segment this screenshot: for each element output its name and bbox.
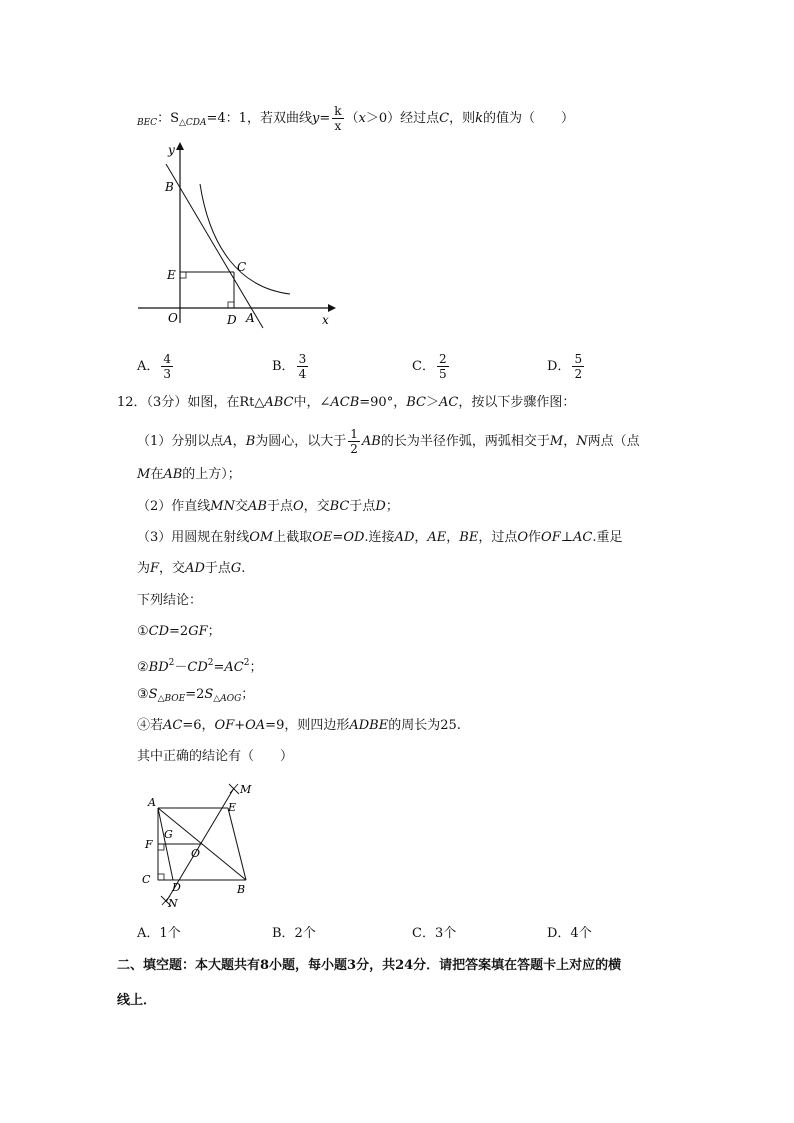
q12-conclusion-1: ①CD=2GF； [137, 624, 221, 639]
q12-option-c[interactable]: C．3个 [412, 926, 457, 941]
section2-heading-line2: 线上． [117, 993, 157, 1008]
q12-label-f: F [145, 838, 153, 851]
q11-stem-line: $_{BEC}$：$S_{\triangle CDA}=4$：1，若双曲线y= $\frac{k}{x}$ （x＞0）经过点C，则k的值为（ ） [137, 104, 575, 133]
q11-label-c: C [237, 260, 247, 274]
q11-label-b: B [165, 180, 174, 194]
q12-label-b: B [237, 883, 246, 896]
q12-conclusion-2: $②BD^2-CD^2=AC^2$； [137, 658, 263, 675]
q12-option-a[interactable]: A．1个 [137, 926, 181, 941]
q12-step3: （3）用圆规在射线OM上截取OE=OD.连接AD，AE，BE，过点O作OF⊥AC.重足 [137, 530, 623, 545]
q12-step2: （2）作直线MN交AB于点O，交BC于点D； [137, 499, 399, 514]
q12-right-angle-f [158, 844, 164, 850]
q11-y-arrow [176, 142, 184, 150]
q11-label-d: D [227, 313, 237, 327]
q12-seg-eb [228, 808, 246, 880]
q11-right-angle-d [228, 302, 234, 308]
q11-k-over-x: $\frac{k}{x}$ [334, 104, 342, 133]
q11-label-e: E [167, 268, 176, 282]
q12-stem: 12．（3分）如图，在Rt△ABC中，∠ACB=90°，BC＞AC，按以下步骤作图： [117, 395, 576, 410]
q11-option-c[interactable]: C． $\frac{2}{5}$ [412, 352, 447, 381]
q11-hyperbola [200, 184, 290, 294]
q12-step1: （1）分别以点A，B为圆心，以大于 $\frac{1}{2}$ AB的长为半径作弧，两弧相交于M，N两点（点 [137, 427, 640, 456]
q11-label-o: O [168, 311, 178, 325]
q12-label-a: A [148, 796, 156, 809]
q12-label-m: M [240, 783, 252, 796]
section2-heading-line1: 二、填空题：本大题共有8小题，每小题3分，共24分．请把答案填在答题卡上对应的横 [117, 958, 622, 973]
q11-option-d[interactable]: D． $\frac{5}{2}$ [547, 352, 583, 381]
q12-label-c: C [142, 873, 151, 886]
q12-label-g: G [164, 828, 173, 841]
q12-conclusion-4: ④若AC=6，OF+OA=9，则四边形ADBE的周长为25. [137, 718, 461, 733]
q12-question: 其中正确的结论有（ ） [137, 749, 294, 764]
q11-label-y: y [168, 143, 175, 157]
q12-label-n: N [168, 897, 178, 910]
q12-figure [136, 780, 266, 915]
q11-label-x: x [322, 313, 329, 327]
q11-label-a: A [246, 311, 255, 325]
q12-option-d[interactable]: D．4个 [547, 926, 592, 941]
q11-option-a[interactable]: A． $\frac{4}{3}$ [137, 352, 172, 381]
q12-half-fraction: $\frac{1}{2}$ [350, 427, 358, 456]
q12-label-o: O [191, 847, 201, 860]
q11-x-arrow [328, 304, 336, 312]
q12-step1-line2: M在AB的上方）； [137, 467, 241, 482]
q11-right-angle-e [180, 272, 186, 278]
q12-step3-line2: 为F，交AD于点G. [137, 561, 246, 576]
q12-option-b[interactable]: B．2个 [272, 926, 316, 941]
q12-label-e: E [228, 801, 237, 814]
q12-right-angle-c [158, 874, 164, 880]
q12-conclusions-title: 下列结论： [137, 593, 203, 608]
q11-prefix: BEC [137, 118, 158, 128]
q12-conclusion-3: $③S_{\triangle BOE}=2S_{\triangle AOG}$； [137, 687, 255, 704]
q12-label-d: D [172, 881, 181, 894]
q11-option-b[interactable]: B． $\frac{3}{4}$ [272, 352, 307, 381]
q11-figure [130, 138, 340, 333]
q12-arc-m [229, 784, 239, 794]
